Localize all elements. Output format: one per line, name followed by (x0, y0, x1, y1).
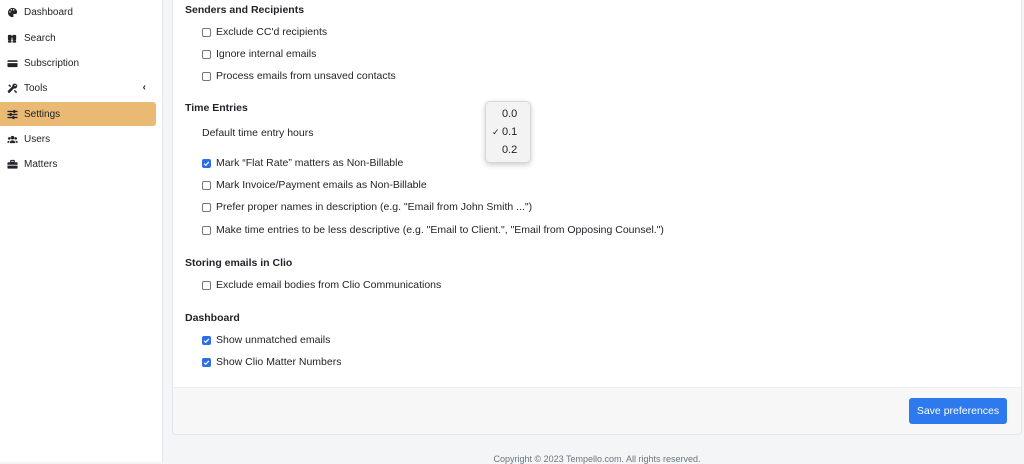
sidebar-item-label: Users (24, 133, 51, 145)
checkbox[interactable] (202, 181, 211, 190)
sidebar-item-subscription[interactable] (0, 51, 156, 75)
hours-option[interactable]: 0.2 (502, 144, 518, 156)
option-label: Mark Invoice/Payment emails as Non-Billable (216, 179, 427, 191)
section-title-storing: Storing emails in Clio (185, 257, 293, 269)
option-label: Exclude email bodies from Clio Communications (216, 279, 442, 291)
option-label: Exclude CC'd recipients (216, 26, 328, 38)
option-ignore-internal[interactable] (202, 47, 316, 61)
section-title-senders: Senders and Recipients (185, 4, 305, 16)
hours-option[interactable]: 0.0 (502, 108, 518, 120)
sidebar-item-users[interactable] (0, 127, 156, 151)
checkbox-checked[interactable] (202, 336, 211, 345)
sliders-icon (6, 108, 18, 120)
option-show-unmatched[interactable] (202, 333, 330, 347)
sidebar-item-matters[interactable] (0, 152, 156, 176)
preferences-card (172, 0, 1022, 435)
option-exclude-cc[interactable] (202, 25, 327, 39)
sidebar (0, 0, 163, 462)
sidebar-item-label: Search (24, 32, 56, 44)
section-title-dashboard: Dashboard (185, 312, 240, 324)
checkmark-icon: ✓ (492, 126, 500, 137)
option-label: Process emails from unsaved contacts (216, 70, 396, 82)
sidebar-item-label: Subscription (24, 57, 80, 69)
option-unsaved-contacts[interactable] (202, 69, 396, 83)
checkbox[interactable] (202, 203, 211, 212)
checkbox[interactable] (202, 226, 211, 235)
credit-card-icon (6, 57, 18, 69)
option-flat-rate[interactable] (202, 156, 403, 170)
option-label: Mark “Flat Rate” matters as Non-Billable (216, 157, 404, 169)
sidebar-item-label: Dashboard (24, 6, 73, 18)
users-icon (6, 133, 18, 145)
check-icon (203, 359, 210, 366)
option-invoice-payment[interactable] (202, 178, 427, 192)
sidebar-item-dashboard[interactable] (0, 0, 156, 24)
option-label: Show unmatched emails (216, 334, 331, 346)
sidebar-item-label: Matters (24, 158, 58, 170)
section-title-time-entries: Time Entries (185, 102, 248, 114)
sidebar-item-search[interactable] (0, 26, 156, 50)
hours-option-selected[interactable]: ✓ 0.1 (492, 126, 518, 138)
checkbox[interactable] (202, 50, 211, 59)
option-show-matter-numbers[interactable] (202, 355, 341, 369)
checkbox[interactable] (202, 28, 211, 37)
option-exclude-bodies[interactable] (202, 278, 441, 292)
checkbox-checked[interactable] (202, 358, 211, 367)
option-proper-names[interactable] (202, 200, 532, 214)
check-icon (203, 160, 210, 167)
chevron-left-icon: ‹ (142, 82, 146, 93)
checkbox[interactable] (202, 72, 211, 81)
default-hours-label: Default time entry hours (202, 127, 314, 139)
palette-icon (6, 6, 18, 18)
sidebar-item-settings[interactable] (0, 102, 156, 126)
copyright-text: Copyright © 2023 Tempello.com. All rights reserved. (493, 454, 701, 464)
option-less-descriptive[interactable] (202, 223, 664, 237)
briefcase-icon (6, 158, 18, 170)
sidebar-item-label: Settings (24, 108, 61, 120)
search-icon (6, 32, 18, 44)
option-label: Prefer proper names in description (e.g. "Email from John Smith ...") (216, 201, 533, 213)
check-icon (203, 337, 210, 344)
sidebar-item-tools[interactable] (0, 76, 156, 100)
card-footer (173, 387, 1021, 434)
option-label: Ignore internal emails (216, 48, 317, 60)
sidebar-item-label: Tools (24, 82, 48, 94)
checkbox-checked[interactable] (202, 159, 211, 168)
save-preferences-button[interactable]: Save preferences (909, 398, 1007, 424)
option-label: Make time entries to be less descriptive (e.g. "Email to Client.", "Email from Opposing Counsel.") (216, 224, 664, 236)
hours-dropdown[interactable] (485, 101, 531, 163)
option-label: Show Clio Matter Numbers (216, 356, 342, 368)
tools-icon (6, 82, 18, 94)
checkbox[interactable] (202, 281, 211, 290)
